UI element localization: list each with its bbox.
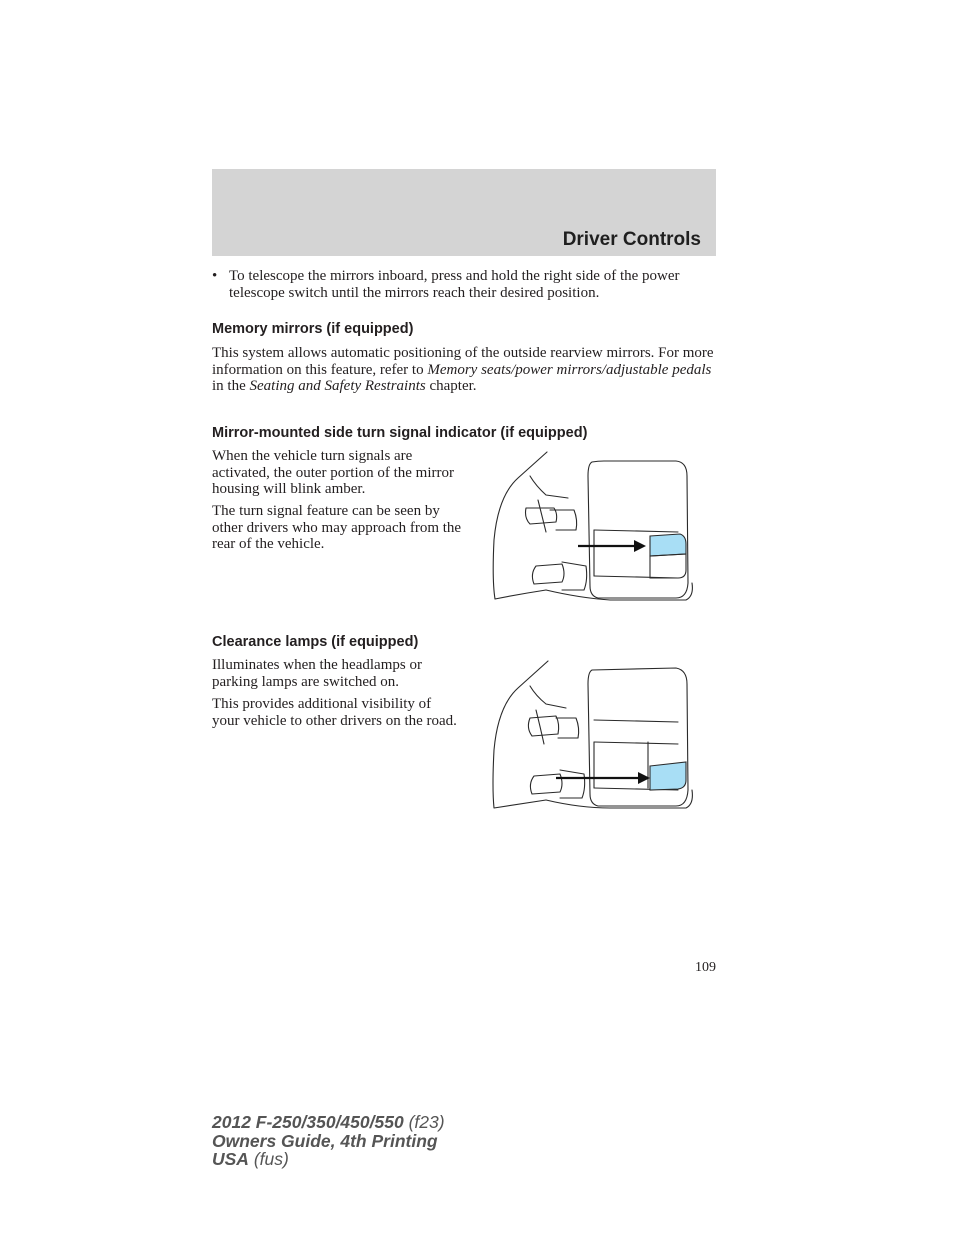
header-band — [212, 169, 716, 256]
memory-reference-1: Memory seats/power mirrors/adjustable pedals — [427, 361, 712, 378]
clearance-lamp-mirror-illustration — [490, 658, 696, 814]
memory-mirrors-heading: Memory mirrors (if equipped) — [212, 321, 414, 337]
clearance-paragraph-2: This provides additional visibility of your vehicle to other drivers on the road. — [212, 696, 457, 729]
page-number: 109 — [695, 960, 716, 975]
footer-market: USA — [212, 1149, 249, 1169]
footer — [212, 1113, 445, 1169]
memory-text-1: This system allows automatic positioning of the outside rearview mirrors. For more information on this feature, refer to — [212, 345, 714, 378]
footer-market-code: (fus) — [248, 1149, 289, 1169]
turn-signal-mirror-illustration — [490, 448, 696, 608]
footer-line-2: Owners Guide, 4th Printing — [212, 1130, 438, 1151]
memory-reference-2: Seating and Safety Restraints — [249, 378, 426, 394]
turn-signal-paragraph-1: When the vehicle turn signals are activated, the outer portion of the mirror housing will blink amber. — [212, 448, 454, 497]
memory-text-3: chapter. — [425, 378, 477, 394]
turn-signal-paragraph-2: The turn signal feature can be seen by other drivers who may approach from the rear of the vehicle. — [212, 503, 462, 552]
bullet-text: To telescope the mirrors inboard, press and hold the right side of the power telescope switch until the mirrors reach their desired position. — [229, 268, 680, 301]
arrow-icon — [578, 540, 646, 552]
footer-model: 2012 F-250/350/450/550 — [212, 1112, 404, 1132]
turn-signal-heading: Mirror-mounted side turn signal indicator (if equipped) — [212, 425, 588, 441]
memory-text-2: in the — [212, 378, 250, 394]
footer-model-code: (f23) — [403, 1112, 445, 1132]
clearance-paragraph-1: Illuminates when the headlamps or parking lamps are switched on. — [212, 657, 422, 690]
footer-line-1 — [212, 1113, 445, 1132]
arrow-icon — [556, 772, 650, 784]
clearance-lamps-heading: Clearance lamps (if equipped) — [212, 634, 419, 650]
turn-signal-lamp — [650, 534, 686, 556]
clearance-lamp — [650, 762, 686, 790]
bullet-symbol: • — [212, 268, 218, 284]
section-title: Driver Controls — [562, 229, 701, 250]
footer-line-3 — [212, 1150, 445, 1169]
memory-mirrors-paragraph — [212, 345, 716, 395]
bullet-item — [212, 268, 716, 302]
